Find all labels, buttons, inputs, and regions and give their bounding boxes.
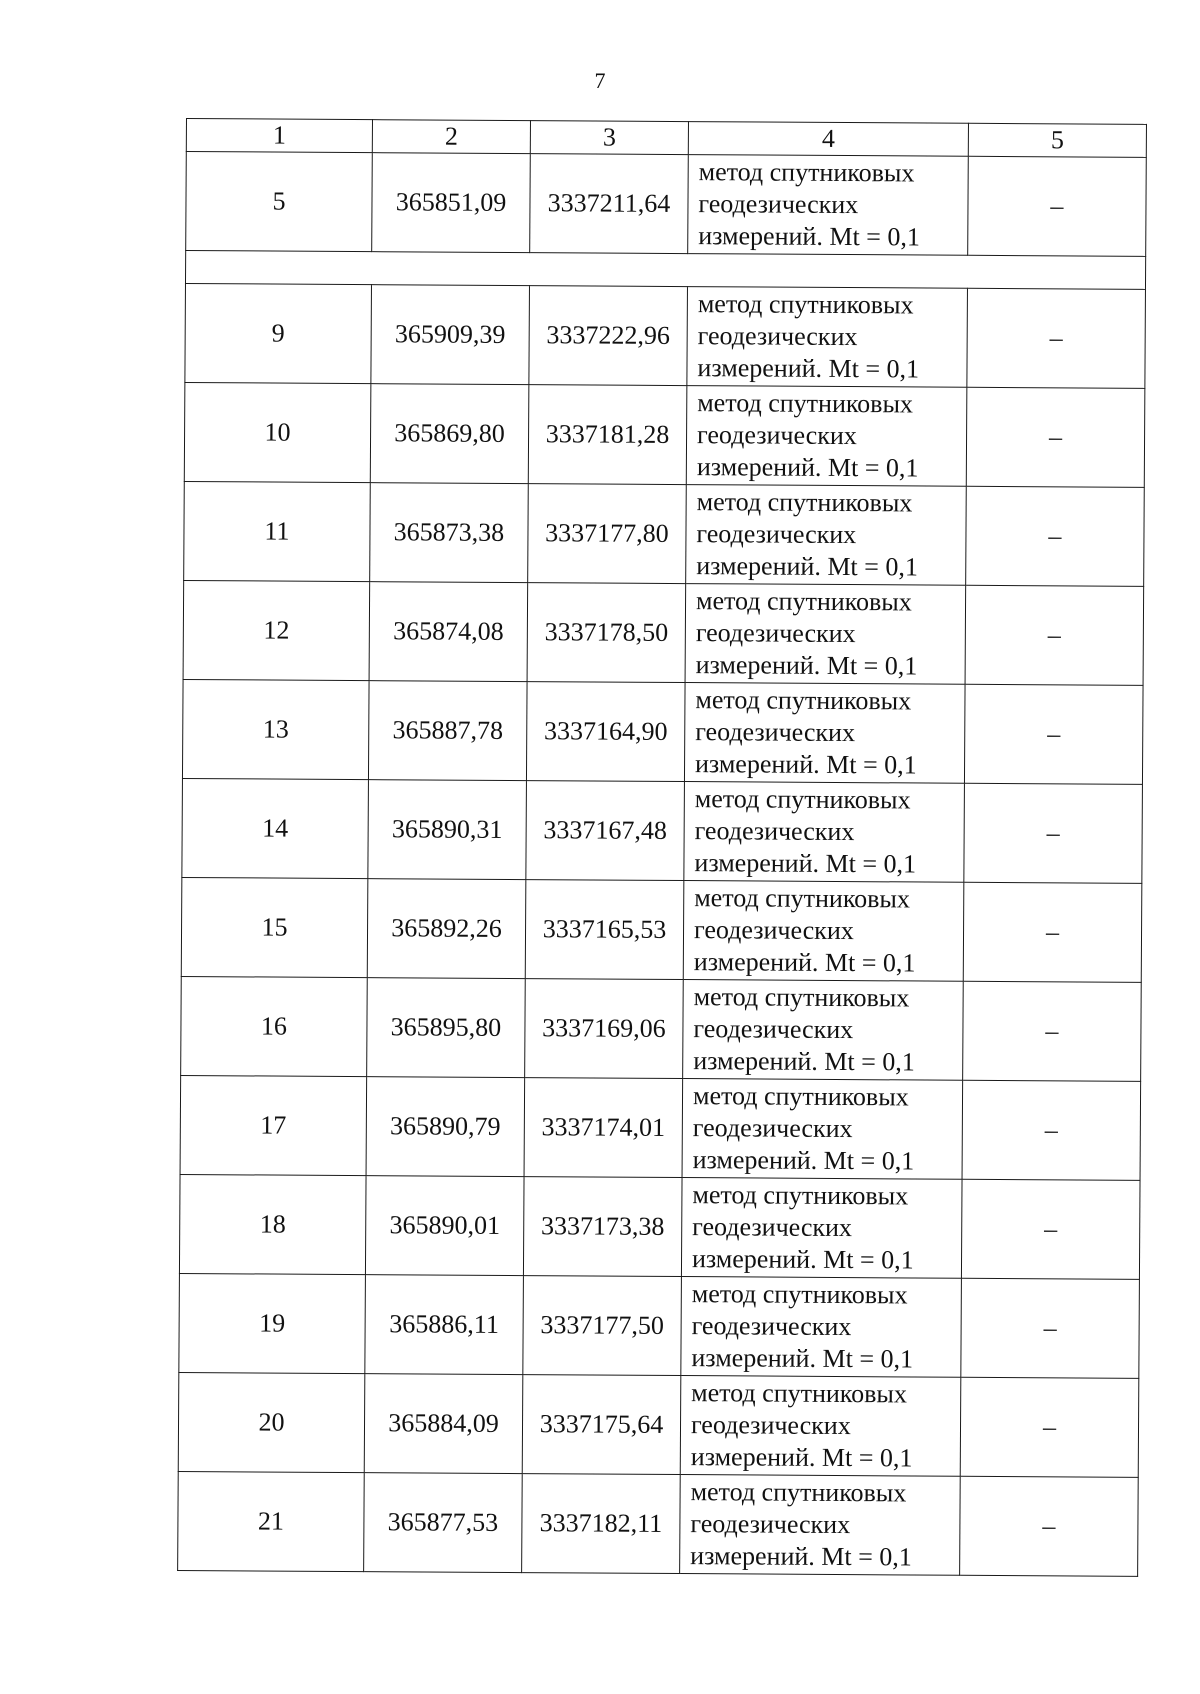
method-line: метод спутниковых xyxy=(695,586,912,617)
method-cell xyxy=(685,584,966,685)
method-line: метод спутниковых xyxy=(695,685,912,716)
coordinate-y-cell: 3337165,53 xyxy=(525,880,684,980)
method-line: метод спутниковых xyxy=(692,1180,909,1211)
method-line: геодезических xyxy=(695,717,856,748)
coordinate-x-cell: 365887,78 xyxy=(368,681,527,781)
coordinate-x-cell: 365851,09 xyxy=(372,153,531,253)
point-number-cell: 11 xyxy=(184,481,371,581)
table-row xyxy=(178,1471,1139,1576)
coordinate-y-cell: 3337222,96 xyxy=(529,286,688,386)
table-row xyxy=(184,382,1145,487)
note-cell: – xyxy=(961,1278,1140,1378)
column-header: 2 xyxy=(372,120,530,154)
method-line: геодезических xyxy=(696,420,857,451)
method-cell xyxy=(683,881,964,982)
note-cell: – xyxy=(960,1476,1139,1576)
method-line: метод спутниковых xyxy=(694,883,911,914)
method-line: измерений. Mt = 0,1 xyxy=(691,1244,914,1275)
method-cell xyxy=(681,1277,962,1378)
method-cell xyxy=(680,1475,961,1576)
table-row xyxy=(181,877,1142,982)
column-header: 3 xyxy=(530,121,688,155)
note-cell: – xyxy=(968,156,1147,256)
coordinate-y-cell: 3337182,11 xyxy=(522,1474,681,1574)
table-body xyxy=(178,119,1147,1577)
note-cell: – xyxy=(963,882,1142,982)
table-row xyxy=(179,1273,1140,1378)
method-cell xyxy=(686,485,967,586)
method-cell xyxy=(688,155,969,256)
method-line: измерений. Mt = 0,1 xyxy=(690,1541,912,1572)
column-header: 5 xyxy=(968,123,1146,157)
coordinate-y-cell: 3337175,64 xyxy=(522,1375,681,1475)
note-cell: – xyxy=(966,387,1145,487)
method-line: измерений. Mt = 0,1 xyxy=(694,749,917,780)
column-header: 4 xyxy=(688,122,968,157)
column-header: 1 xyxy=(186,119,372,153)
note-cell: – xyxy=(964,783,1143,883)
method-line: метод спутниковых xyxy=(690,1477,907,1508)
method-line: геодезических xyxy=(690,1509,851,1540)
method-line: геодезических xyxy=(697,321,858,352)
point-number-cell: 17 xyxy=(180,1075,367,1175)
coordinate-x-cell: 365909,39 xyxy=(371,285,530,385)
method-line: геодезических xyxy=(696,519,857,550)
method-line: метод спутниковых xyxy=(697,388,914,419)
table-row xyxy=(186,152,1147,257)
point-number-cell: 14 xyxy=(182,778,369,878)
method-line: геодезических xyxy=(692,1113,853,1144)
note-cell: – xyxy=(961,1179,1140,1279)
method-cell xyxy=(686,386,967,487)
coordinate-x-cell: 365886,11 xyxy=(365,1275,524,1375)
table-row xyxy=(182,679,1143,784)
point-number-cell: 18 xyxy=(179,1174,366,1274)
method-line: измерений. Mt = 0,1 xyxy=(697,353,920,384)
coordinate-x-cell: 365869,80 xyxy=(370,384,529,484)
method-line: измерений. Mt = 0,1 xyxy=(693,947,916,978)
method-line: геодезических xyxy=(695,618,856,649)
coordinate-y-cell: 3337181,28 xyxy=(528,385,687,485)
table-row xyxy=(179,1174,1140,1279)
coordinate-y-cell: 3337211,64 xyxy=(530,154,689,254)
coordinate-x-cell: 365884,09 xyxy=(364,1374,523,1474)
coordinate-x-cell: 365895,80 xyxy=(367,978,526,1078)
method-line: измерений. Mt = 0,1 xyxy=(693,1046,915,1077)
coordinate-x-cell: 365873,38 xyxy=(370,483,529,583)
table-row xyxy=(185,283,1146,388)
method-line: измерений. Mt = 0,1 xyxy=(691,1343,914,1374)
point-number-cell: 19 xyxy=(179,1273,366,1373)
coordinate-y-cell: 3337167,48 xyxy=(526,781,685,881)
point-number-cell: 15 xyxy=(181,877,368,977)
coordinate-y-cell: 3337169,06 xyxy=(525,979,684,1079)
point-number-cell: 10 xyxy=(184,382,371,482)
method-line: геодезических xyxy=(690,1410,851,1441)
coordinate-x-cell: 365890,31 xyxy=(368,780,527,880)
method-line: метод спутниковых xyxy=(698,157,915,188)
coordinate-y-cell: 3337177,80 xyxy=(528,484,687,584)
note-cell: – xyxy=(966,486,1145,586)
note-cell: – xyxy=(960,1377,1139,1477)
method-cell xyxy=(687,287,968,388)
method-line: геодезических xyxy=(698,189,859,220)
method-cell xyxy=(683,980,964,1081)
method-line: измерений. Mt = 0,1 xyxy=(698,221,920,252)
method-line: измерений. Mt = 0,1 xyxy=(695,650,918,681)
coordinate-y-cell: 3337164,90 xyxy=(526,682,685,782)
method-line: геодезических xyxy=(692,1212,853,1243)
coordinate-x-cell: 365890,01 xyxy=(365,1176,524,1276)
method-line: геодезических xyxy=(691,1311,852,1342)
coordinate-y-cell: 3337177,50 xyxy=(523,1276,682,1376)
table-row xyxy=(178,1372,1139,1477)
table-row xyxy=(181,976,1142,1081)
coordinate-y-cell: 3337178,50 xyxy=(527,583,686,683)
method-line: измерений. Mt = 0,1 xyxy=(690,1442,913,1473)
point-number-cell: 12 xyxy=(183,580,370,680)
note-cell: – xyxy=(964,684,1143,784)
method-cell xyxy=(681,1178,962,1279)
coordinate-y-cell: 3337173,38 xyxy=(523,1177,682,1277)
method-line: измерений. Mt = 0,1 xyxy=(694,848,917,879)
coordinate-x-cell: 365890,79 xyxy=(366,1077,525,1177)
note-cell: – xyxy=(962,1080,1141,1180)
table-row xyxy=(183,580,1144,685)
table-row xyxy=(182,778,1143,883)
note-cell: – xyxy=(967,288,1146,388)
table-row xyxy=(184,481,1145,586)
method-cell xyxy=(682,1079,963,1180)
method-line: метод спутниковых xyxy=(694,784,911,815)
method-line: измерений. Mt = 0,1 xyxy=(696,452,919,483)
point-number-cell: 13 xyxy=(182,679,369,779)
method-cell xyxy=(684,683,965,784)
method-line: метод спутниковых xyxy=(696,487,913,518)
method-line: метод спутниковых xyxy=(691,1378,908,1409)
method-line: измерений. Mt = 0,1 xyxy=(696,551,918,582)
method-line: геодезических xyxy=(693,915,854,946)
point-number-cell: 21 xyxy=(178,1471,365,1571)
method-line: метод спутниковых xyxy=(697,289,914,320)
method-line: геодезических xyxy=(693,1014,854,1045)
note-cell: – xyxy=(965,585,1144,685)
method-line: метод спутниковых xyxy=(692,1081,909,1112)
coordinate-y-cell: 3337174,01 xyxy=(524,1078,683,1178)
method-line: метод спутниковых xyxy=(691,1279,908,1310)
method-line: метод спутниковых xyxy=(693,982,910,1013)
method-cell xyxy=(680,1376,961,1477)
method-line: геодезических xyxy=(694,816,855,847)
point-number-cell: 16 xyxy=(181,976,368,1076)
method-cell xyxy=(684,782,965,883)
page-number: 7 xyxy=(594,68,606,93)
point-number-cell: 9 xyxy=(185,283,372,383)
coordinates-table xyxy=(177,118,1147,1577)
method-line: измерений. Mt = 0,1 xyxy=(692,1145,915,1176)
note-cell: – xyxy=(963,981,1142,1081)
coordinate-x-cell: 365874,08 xyxy=(369,582,528,682)
coordinate-x-cell: 365892,26 xyxy=(367,879,526,979)
table-row xyxy=(180,1075,1141,1180)
point-number-cell: 5 xyxy=(186,152,373,252)
point-number-cell: 20 xyxy=(178,1372,365,1472)
coordinate-x-cell: 365877,53 xyxy=(364,1473,523,1573)
